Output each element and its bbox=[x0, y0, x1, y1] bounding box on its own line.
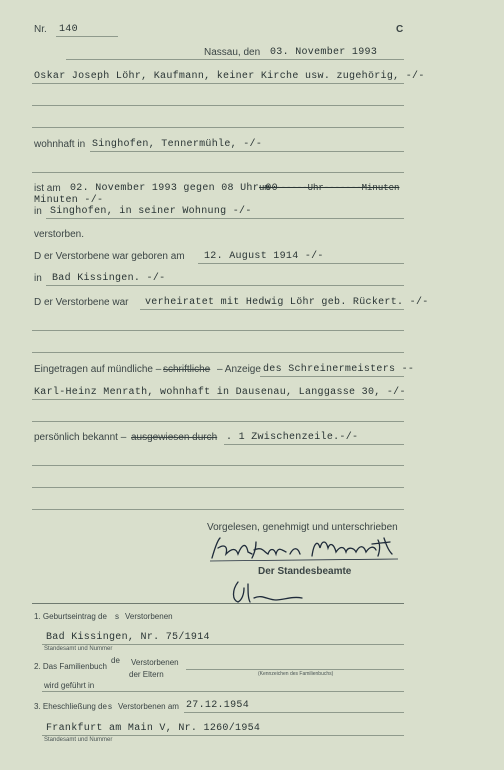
rule bbox=[90, 151, 404, 152]
died-word: verstorben. bbox=[34, 229, 85, 240]
rule bbox=[46, 218, 404, 219]
death-label: ist am bbox=[34, 183, 61, 194]
marriage-registry: Frankfurt am Main V, Nr. 1260/1954 bbox=[46, 723, 261, 734]
record-date: 03. November 1993 bbox=[270, 47, 378, 58]
informant-signature bbox=[208, 534, 404, 564]
nr-underline bbox=[56, 36, 118, 37]
registrar-label: Der Standesbeamte bbox=[258, 566, 352, 577]
date-line bbox=[66, 59, 404, 60]
informant-title: des Schreinermeisters -- bbox=[263, 364, 415, 375]
marriage-label: 3. Eheschließung de bbox=[34, 702, 107, 711]
birth-entry-s: s bbox=[115, 612, 119, 621]
rule bbox=[32, 172, 404, 173]
birth-place-label: in bbox=[34, 273, 42, 284]
residence-label: wohnhaft in bbox=[34, 139, 86, 150]
form-letter: C bbox=[396, 24, 404, 35]
marriage-label-2: Verstorbenen am bbox=[118, 702, 179, 711]
rule bbox=[32, 487, 404, 488]
marriage-s: s bbox=[108, 702, 112, 711]
rule bbox=[46, 285, 404, 286]
rule bbox=[32, 421, 404, 422]
birth-entry-value: Bad Kissingen, Nr. 75/1914 bbox=[46, 632, 210, 643]
born-label: D er Verstorbene war geboren am bbox=[34, 251, 185, 262]
rule bbox=[224, 444, 404, 445]
death-place-label: in bbox=[34, 206, 42, 217]
rule bbox=[32, 509, 404, 510]
marriage-date: 27.12.1954 bbox=[186, 700, 250, 711]
family-book-kept-in: wird geführt in bbox=[44, 681, 95, 690]
rule bbox=[42, 735, 404, 736]
registration-struck: schriftliche bbox=[163, 364, 211, 375]
birth-entry-label-2: Verstorbenen bbox=[125, 612, 173, 621]
section-divider bbox=[32, 603, 404, 604]
rule bbox=[32, 127, 404, 128]
birth-date: 12. August 1914 -/- bbox=[204, 251, 324, 262]
struck-time-units: um-------Uhr-------Minuten bbox=[259, 183, 400, 193]
rule bbox=[32, 83, 404, 84]
family-book-deceased: Verstorbenen bbox=[131, 658, 179, 667]
rule bbox=[184, 712, 404, 713]
death-minutes: Minuten -/- bbox=[34, 195, 104, 206]
deceased-name-line: Oskar Joseph Löhr, Kaufmann, keiner Kirche usw. zugehörig, -/- bbox=[34, 71, 425, 82]
rule bbox=[32, 105, 404, 106]
rule bbox=[32, 465, 404, 466]
rule bbox=[32, 330, 404, 331]
death-place: Singhofen, in seiner Wohnung -/- bbox=[50, 206, 252, 217]
rule bbox=[42, 691, 404, 692]
family-book-parents: der Eltern bbox=[129, 670, 164, 679]
rule bbox=[32, 352, 404, 353]
registrar-signature bbox=[228, 578, 308, 606]
rule bbox=[186, 669, 404, 670]
birth-entry-label: 1. Geburtseintrag de bbox=[34, 612, 107, 621]
registration-label-2: – Anzeige bbox=[217, 364, 261, 375]
family-book-sub: (Kennzeichen des Familienbuchs) bbox=[258, 671, 334, 677]
birth-place: Bad Kissingen. -/- bbox=[52, 273, 166, 284]
nr-label: Nr. bbox=[34, 24, 47, 35]
birth-entry-sub: Standesamt und Nummer bbox=[44, 646, 113, 652]
informant-details: Karl-Heinz Menrath, wohnhaft in Dausenau, Langgasse 30, -/- bbox=[34, 387, 406, 398]
rule bbox=[42, 644, 404, 645]
read-approved-text: Vorgelesen, genehmigt und unterschrieben bbox=[207, 522, 398, 533]
place-label: Nassau, den bbox=[204, 47, 261, 58]
rule bbox=[198, 263, 404, 264]
nr-value: 140 bbox=[59, 24, 78, 35]
interline-note: . 1 Zwischenzeile.-/- bbox=[226, 432, 359, 443]
family-book-de: de bbox=[111, 656, 120, 665]
registration-label: Eingetragen auf mündliche – bbox=[34, 364, 162, 375]
marriage-sub: Standesamt und Nummer bbox=[44, 737, 113, 743]
family-book-label: 2. Das Familienbuch bbox=[34, 662, 107, 671]
marital-status: verheiratet mit Hedwig Löhr geb. Rückert. -/- bbox=[145, 297, 429, 308]
death-datetime: 02. November 1993 gegen 08 Uhr 00 bbox=[70, 183, 278, 194]
married-label: D er Verstorbene war bbox=[34, 297, 129, 308]
known-struck: ausgewiesen durch bbox=[131, 432, 218, 443]
rule bbox=[260, 376, 404, 377]
rule bbox=[32, 399, 404, 400]
rule bbox=[140, 309, 404, 310]
residence-value: Singhofen, Tennermühle, -/- bbox=[92, 139, 263, 150]
known-label: persönlich bekannt – bbox=[34, 432, 127, 443]
